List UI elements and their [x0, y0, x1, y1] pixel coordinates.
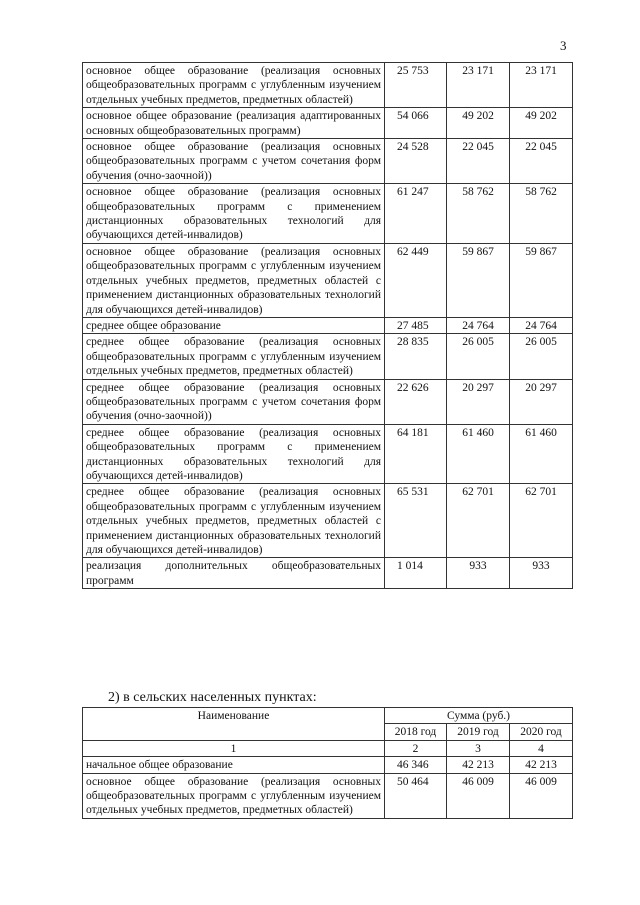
value-2018-cell: 46 346: [385, 757, 447, 773]
header-year-2020: 2020 год: [510, 724, 573, 740]
value-2020-cell: 61 460: [510, 424, 573, 484]
column-number-1: 1: [83, 740, 385, 756]
table-row: [83, 424, 573, 484]
value-2019-cell: 58 762: [447, 184, 510, 244]
value-2018-cell: 25 753: [385, 63, 447, 108]
row-name-cell: среднее общее образование (реализация основных общеобразовательных программ с учетом сочетания форм обучения (очно-заочной)): [83, 379, 385, 424]
table-row: [83, 773, 573, 818]
value-2020-cell: 42 213: [510, 757, 573, 773]
page-number: 3: [560, 38, 567, 53]
table-row: [83, 243, 573, 317]
value-2019-cell: 49 202: [447, 108, 510, 139]
value-2019-cell: 42 213: [447, 757, 510, 773]
value-2020-cell: 933: [510, 558, 573, 589]
value-2020-cell: 23 171: [510, 63, 573, 108]
value-2020-cell: 49 202: [510, 108, 573, 139]
value-2018-cell: 61 247: [385, 184, 447, 244]
value-2019-cell: 933: [447, 558, 510, 589]
column-number-3: 3: [447, 740, 510, 756]
urban-cost-table: [82, 62, 573, 589]
value-2018-cell: 64 181: [385, 424, 447, 484]
value-2019-cell: 62 701: [447, 484, 510, 558]
table-row: [83, 379, 573, 424]
value-2019-cell: 61 460: [447, 424, 510, 484]
row-name-cell: основное общее образование (реализация основных общеобразовательных программ с учетом сочетания форм обучения (очно-заочной)): [83, 139, 385, 184]
rural-section-heading: 2) в сельских населенных пунктах:: [108, 690, 317, 705]
column-number-row: [83, 740, 573, 756]
table-row: [83, 139, 573, 184]
value-2019-cell: 59 867: [447, 243, 510, 317]
row-name-cell: среднее общее образование (реализация основных общеобразовательных программ с углубленным изучением отдельных учебных предметов, предметных областей с применением дистанционных образовательных технологий для обучающихся детей-инвалидов): [83, 484, 385, 558]
table-row: [83, 184, 573, 244]
value-2018-cell: 22 626: [385, 379, 447, 424]
value-2018-cell: 1 014: [385, 558, 447, 589]
value-2018-cell: 65 531: [385, 484, 447, 558]
row-name-cell: основное общее образование (реализация основных общеобразовательных программ с углубленным изучением отдельных учебных предметов, предметных областей с применением дистанционных образовательных технологий для обучающихся детей-инвалидов): [83, 243, 385, 317]
column-number-2: 2: [385, 740, 447, 756]
value-2020-cell: 62 701: [510, 484, 573, 558]
value-2020-cell: 22 045: [510, 139, 573, 184]
row-name-cell: среднее общее образование (реализация основных общеобразовательных программ с углубленным изучением отдельных учебных предметов, предметных областей): [83, 334, 385, 379]
row-name-cell: реализация дополнительных общеобразовательных программ: [83, 558, 385, 589]
header-year-2018: 2018 год: [385, 724, 447, 740]
column-number-4: 4: [510, 740, 573, 756]
table-row: [83, 317, 573, 333]
table-row: [83, 757, 573, 773]
table-row: [83, 558, 573, 589]
value-2019-cell: 26 005: [447, 334, 510, 379]
table-header-row: [83, 708, 573, 724]
row-name-cell: начальное общее образование: [83, 757, 385, 773]
value-2020-cell: 26 005: [510, 334, 573, 379]
value-2018-cell: 54 066: [385, 108, 447, 139]
value-2020-cell: 58 762: [510, 184, 573, 244]
row-name-cell: основное общее образование (реализация основных общеобразовательных программ с углубленным изучением отдельных учебных предметов, предметных областей): [83, 63, 385, 108]
table-row: [83, 484, 573, 558]
row-name-cell: среднее общее образование (реализация основных общеобразовательных программ с применением дистанционных образовательных технологий для обучающихся детей-инвалидов): [83, 424, 385, 484]
value-2019-cell: 20 297: [447, 379, 510, 424]
row-name-cell: основное общее образование (реализация основных общеобразовательных программ с углубленным изучением отдельных учебных предметов, предметных областей): [83, 773, 385, 818]
value-2019-cell: 24 764: [447, 317, 510, 333]
header-year-2019: 2019 год: [447, 724, 510, 740]
table-row: [83, 108, 573, 139]
header-name-column: Наименование: [83, 708, 385, 741]
value-2019-cell: 22 045: [447, 139, 510, 184]
value-2019-cell: 23 171: [447, 63, 510, 108]
value-2020-cell: 20 297: [510, 379, 573, 424]
row-name-cell: среднее общее образование: [83, 317, 385, 333]
row-name-cell: основное общее образование (реализация основных общеобразовательных программ с применением дистанционных образовательных технологий для обучающихся детей-инвалидов): [83, 184, 385, 244]
table-row: [83, 63, 573, 108]
header-sum-column: Сумма (руб.): [385, 708, 573, 724]
row-name-cell: основное общее образование (реализация адаптированных основных общеобразовательных программ): [83, 108, 385, 139]
value-2018-cell: 62 449: [385, 243, 447, 317]
value-2020-cell: 59 867: [510, 243, 573, 317]
value-2019-cell: 46 009: [447, 773, 510, 818]
value-2018-cell: 27 485: [385, 317, 447, 333]
value-2020-cell: 46 009: [510, 773, 573, 818]
value-2018-cell: 28 835: [385, 334, 447, 379]
value-2020-cell: 24 764: [510, 317, 573, 333]
value-2018-cell: 24 528: [385, 139, 447, 184]
rural-cost-table: [82, 707, 573, 819]
value-2018-cell: 50 464: [385, 773, 447, 818]
table-row: [83, 334, 573, 379]
